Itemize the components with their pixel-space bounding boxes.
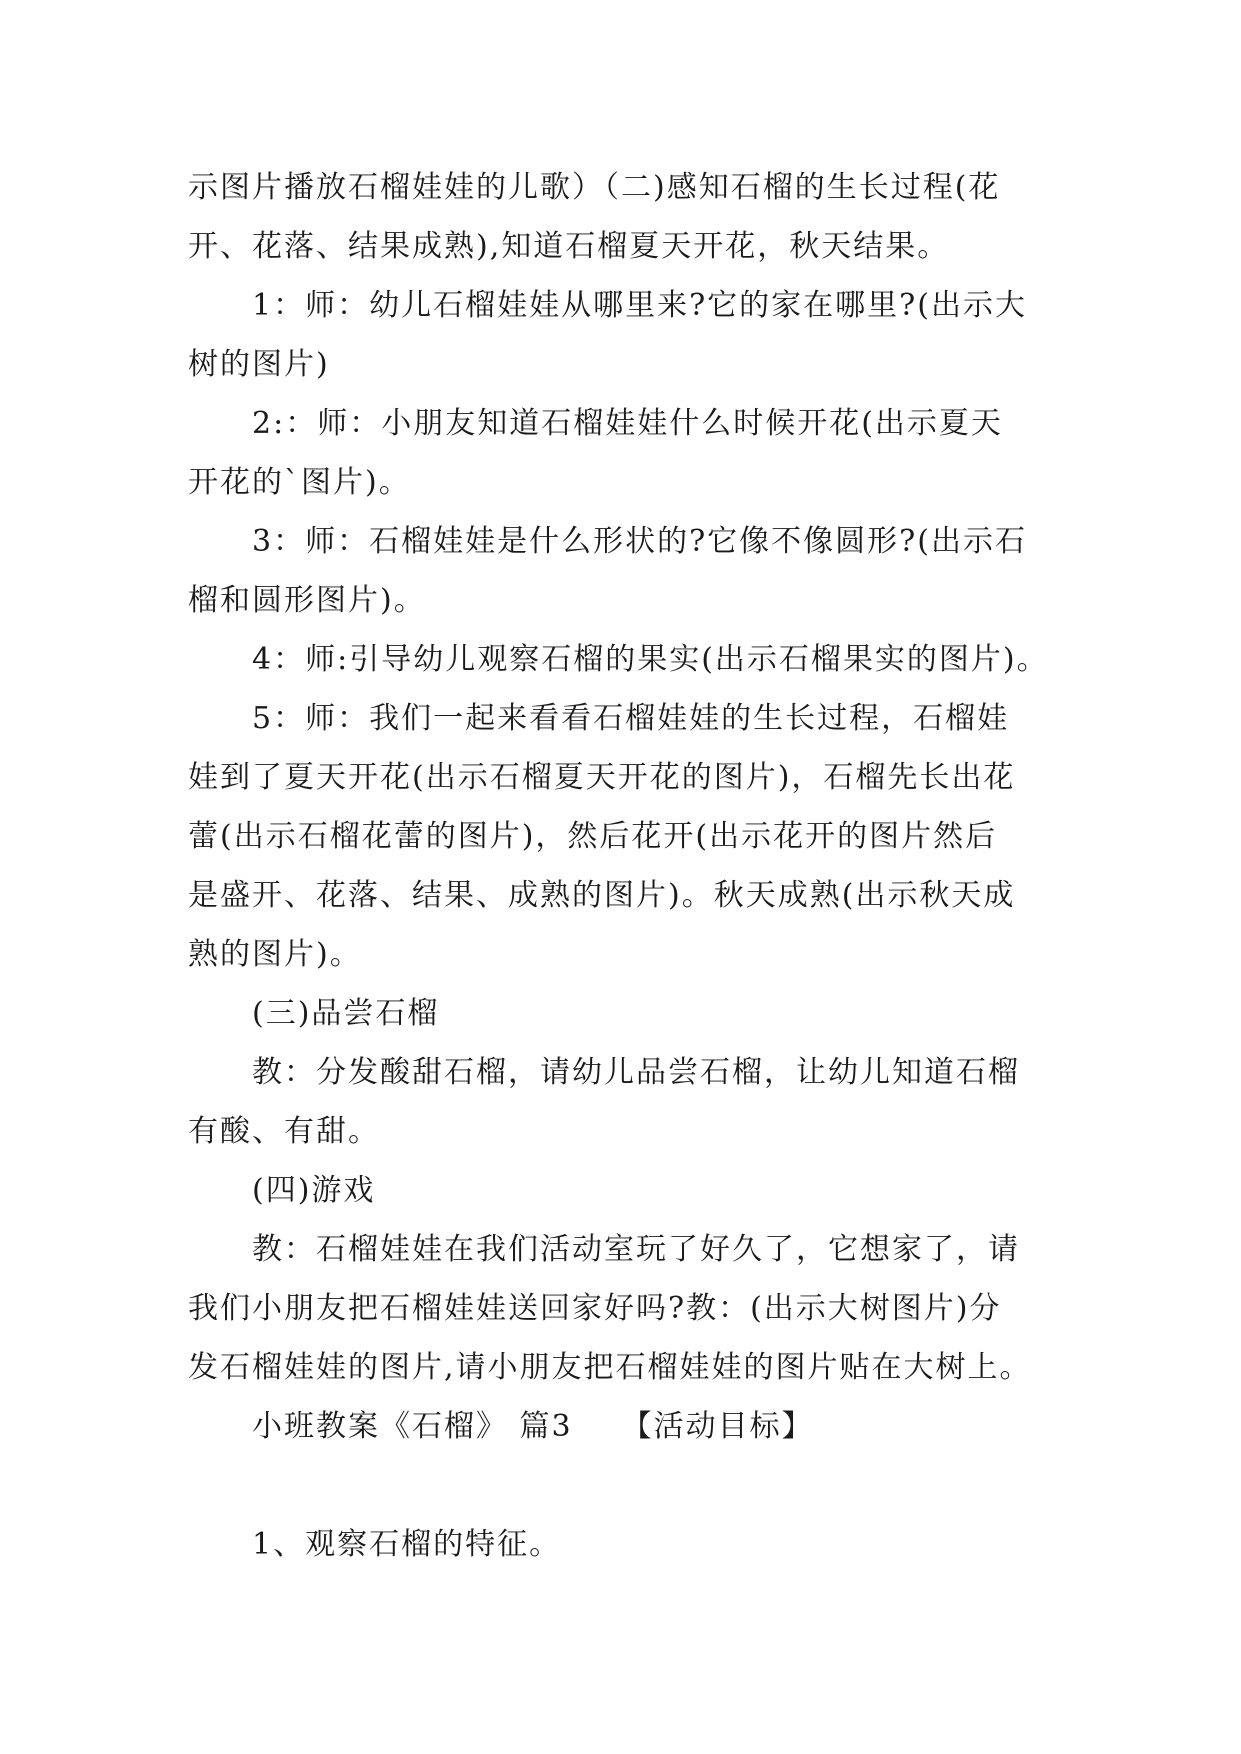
- text-line: 树的图片): [188, 347, 330, 382]
- section-heading-tasting: [188, 984, 1068, 1043]
- objective-item-1: [188, 1515, 1068, 1574]
- lesson-plan-title: [188, 1397, 1068, 1456]
- paragraph-step-4: [188, 630, 1068, 689]
- text-line: 发石榴娃娃的图片,请小朋友把石榴娃娃的图片贴在大树上。: [188, 1350, 1032, 1385]
- text-line: 是盛开、花落、结果、成熟的图片)。秋天成熟(出示秋天成: [188, 878, 1016, 913]
- document-body: [188, 158, 1068, 1574]
- text-line: 1、观察石榴的特征。: [252, 1527, 562, 1562]
- text-line: 4：师:引导幼儿观察石榴的果实(出示石榴果实的图片)。: [252, 642, 1049, 677]
- paragraph-game: [188, 1220, 1068, 1397]
- paragraph-song-and-growth: [188, 158, 1068, 276]
- text-line: 蕾(出示石榴花蕾的图片)，然后花开(出示花开的图片然后: [188, 819, 998, 854]
- text-line: 熟的图片)。: [188, 937, 362, 972]
- blank-line: [188, 1456, 1068, 1515]
- text-line: 1：师：幼儿石榴娃娃从哪里来?它的家在哪里?(出示大: [252, 288, 1027, 323]
- text-line: (三)品尝石榴: [252, 996, 440, 1031]
- text-line: 5：师：我们一起来看看石榴娃娃的生长过程，石榴娃: [252, 701, 1010, 736]
- text-line: 教：分发酸甜石榴，请幼儿品尝石榴，让幼儿知道石榴: [252, 1055, 1020, 1090]
- paragraph-step-1: [188, 276, 1068, 394]
- text-line: 3：师：石榴娃娃是什么形状的?它像不像圆形?(出示石: [252, 524, 1027, 559]
- text-line: 教：石榴娃娃在我们活动室玩了好久了，它想家了，请: [252, 1232, 1020, 1267]
- text-line: 小班教案《石榴》 篇3 【活动目标】: [252, 1409, 814, 1444]
- section-heading-game: [188, 1161, 1068, 1220]
- paragraph-step-5: [188, 689, 1068, 984]
- paragraph-step-2: [188, 394, 1068, 512]
- text-line: 娃到了夏天开花(出示石榴夏天开花的图片)，石榴先长出花: [188, 760, 1016, 795]
- text-line: (四)游戏: [252, 1173, 376, 1208]
- text-line: 开花的`图片)。: [188, 465, 411, 500]
- text-line: 榴和圆形图片)。: [188, 583, 426, 618]
- paragraph-tasting: [188, 1043, 1068, 1161]
- text-line: 我们小朋友把石榴娃娃送回家好吗?教：(出示大树图片)分: [188, 1291, 1002, 1326]
- text-line: 开、花落、结果成熟),知道石榴夏天开花，秋天结果。: [188, 229, 950, 264]
- text-line: 2:：师：小朋友知道石榴娃娃什么时候开花(出示夏天: [252, 406, 1003, 441]
- paragraph-step-3: [188, 512, 1068, 630]
- text-line: 示图片播放石榴娃娃的儿歌）（二)感知石榴的生长过程(花: [188, 170, 1001, 205]
- text-line: 有酸、有甜。: [188, 1114, 380, 1149]
